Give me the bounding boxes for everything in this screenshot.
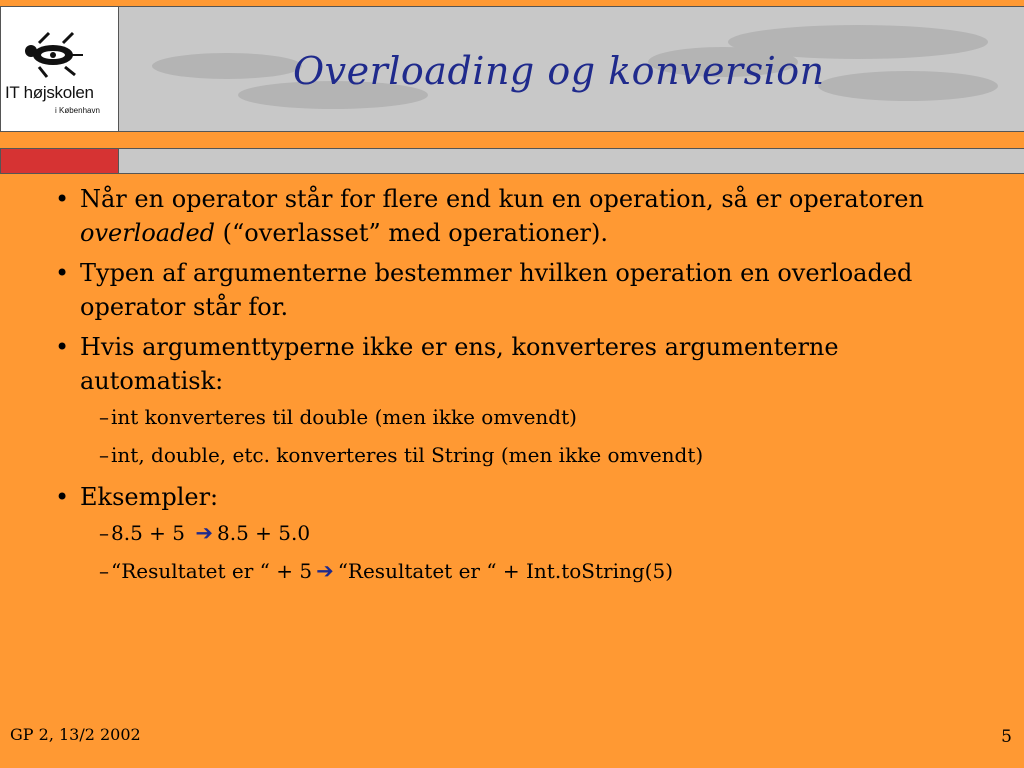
sub-bullet-item (55, 558, 985, 584)
example-lhs: 8.5 + 5 (111, 521, 192, 545)
page-number: 5 (1001, 727, 1012, 747)
bullet-marker: • (55, 259, 70, 287)
bullet-item (55, 182, 985, 250)
arrow-right-icon: ➔ (316, 559, 334, 583)
example-lhs: “Resultatet er “ + 5 (111, 559, 313, 583)
sub-bullet-item (55, 442, 985, 468)
red-accent-box (0, 148, 119, 174)
dash-marker: – (99, 405, 109, 429)
sub-bullet-item (55, 404, 985, 430)
arrow-right-icon: ➔ (195, 521, 213, 545)
bullet-marker: • (55, 333, 70, 361)
bullet-marker: • (55, 185, 70, 213)
slide-title: Overloading og konversion (293, 49, 825, 93)
slide-header (0, 0, 1024, 175)
logo (0, 6, 119, 132)
dash-marker: – (99, 443, 109, 467)
bullet-text: Hvis argumenttyperne ikke er ens, konverteres argumenterne automatisk: (80, 333, 839, 395)
sub-bullet-item (55, 520, 985, 546)
bullet-text: (“overlasset” med operationer). (215, 219, 608, 247)
sub-bullet-text: int, double, etc. konverteres til String (men ikke omvendt) (111, 443, 704, 467)
slide-content (55, 182, 985, 596)
bullet-emphasis: overloaded (80, 219, 216, 247)
bullet-text: Typen af argumenterne bestemmer hvilken operation en overloaded operator står for. (80, 259, 913, 321)
header-bottom-band (118, 148, 1024, 174)
logo-subtext: i København (55, 106, 100, 115)
logo-text: IT højskolen (5, 83, 94, 102)
example-rhs: 8.5 + 5.0 (216, 521, 311, 545)
bullet-text: Eksempler: (80, 483, 219, 511)
dash-marker: – (99, 559, 109, 583)
decorative-shape (152, 53, 302, 79)
bullet-item (55, 480, 985, 514)
dash-marker: – (99, 521, 109, 545)
bullet-item (55, 256, 985, 324)
sub-bullet-text: int konverteres til double (men ikke omvendt) (111, 405, 577, 429)
title-band (118, 6, 1024, 132)
footer-date: GP 2, 13/2 2002 (10, 725, 141, 744)
bug-emblem-icon (19, 29, 85, 79)
example-rhs: “Resultatet er “ + Int.toString(5) (337, 559, 673, 583)
bullet-item (55, 330, 985, 398)
bullet-text: Når en operator står for flere end kun en operation, så er operatoren (80, 185, 924, 213)
bullet-marker: • (55, 483, 70, 511)
decorative-shape (818, 71, 998, 101)
